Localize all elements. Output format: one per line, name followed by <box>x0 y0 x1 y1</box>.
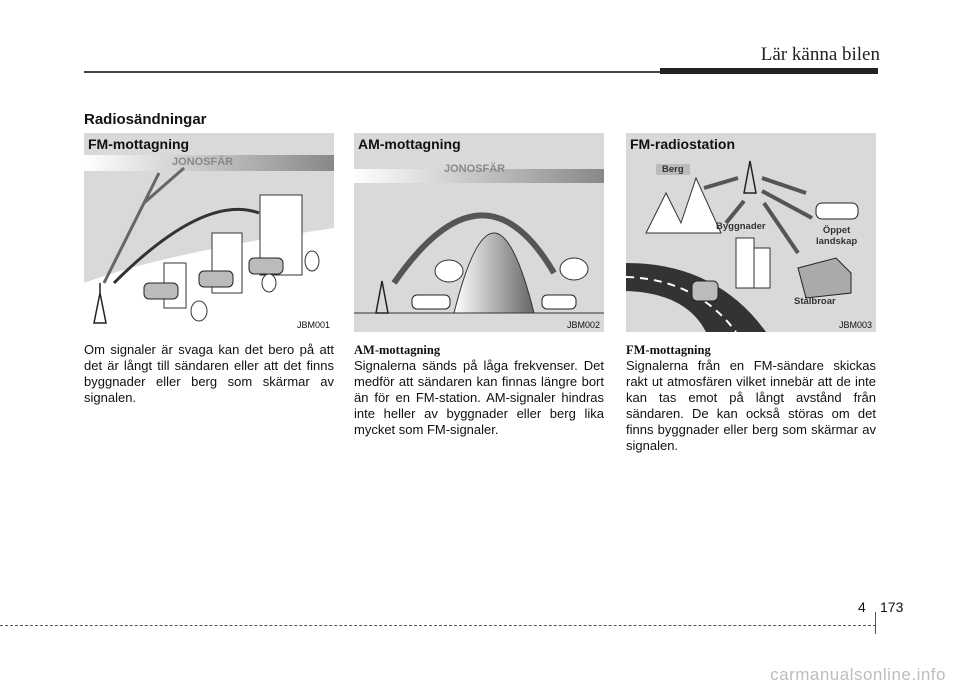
chapter-number: 4 <box>858 599 866 615</box>
paragraph: Om signaler är svaga kan det bero på att det är långt till sändaren eller att det finns byggnader eller berg som skärmar av signalen. <box>84 342 334 405</box>
text-column-2 <box>354 342 604 438</box>
buildings-label: Byggnader <box>716 221 766 232</box>
open-landscape-label-line1: Öppet <box>822 225 851 236</box>
footer-divider <box>875 612 876 634</box>
ionosphere-label: JONOSFÄR <box>172 156 234 168</box>
figure-fm-station <box>626 133 876 332</box>
signal-arrows <box>704 178 812 253</box>
paragraph: Signalerna sänds på låga frekvenser. Det medför att sändaren kan finnas längre bort än för en FM-station. AM-signaler hindras inte heller av byggnader eller berg lika mycket som FM-signaler. <box>354 358 604 437</box>
tower-icon <box>376 281 388 313</box>
text-column-3 <box>626 342 876 454</box>
figure-title: FM-radiostation <box>630 136 735 152</box>
figure-title: AM-mottagning <box>358 136 461 152</box>
figure-code: JBM001 <box>296 320 330 330</box>
ionosphere-label: JONOSFÄR <box>444 163 506 175</box>
subheading: FM-mottagning <box>626 343 711 357</box>
tower-icon <box>744 161 756 193</box>
paragraph: Signalerna från en FM-sändare skickas rakt ut atmosfären vilket innebär att de inte kan tas emot på långt avstånd från sändaren. De kan också störas om det finns byggnader eller berg som skärmar av signalen. <box>626 358 876 453</box>
subheading: AM-mottagning <box>354 343 441 357</box>
car-icon <box>816 203 858 219</box>
figure-am-reception <box>354 133 604 332</box>
figure-fm-reception <box>84 133 334 332</box>
watermark: carmanualsonline.info <box>770 665 946 684</box>
open-landscape-label-line2: landskap <box>816 236 858 247</box>
figure-title: FM-mottagning <box>88 136 190 152</box>
mountain-label: Berg <box>656 164 690 175</box>
header-rule-accent <box>660 68 878 74</box>
car-icon <box>692 281 718 301</box>
section-heading: Radiosändningar <box>84 111 207 128</box>
buildings-icon <box>736 238 770 288</box>
page-number: 173 <box>880 599 904 615</box>
bridge-icon <box>798 258 851 298</box>
footer-rule <box>0 625 876 626</box>
figure-code: JBM003 <box>838 320 872 330</box>
header-title: Lär känna bilen <box>760 44 880 65</box>
figure-code: JBM002 <box>566 320 600 330</box>
bridges-label: Stålbroar <box>794 296 836 307</box>
text-column-1 <box>84 342 334 406</box>
open-landscape-label <box>816 225 857 247</box>
mountain-icon <box>454 233 534 313</box>
header-rule <box>84 71 660 73</box>
